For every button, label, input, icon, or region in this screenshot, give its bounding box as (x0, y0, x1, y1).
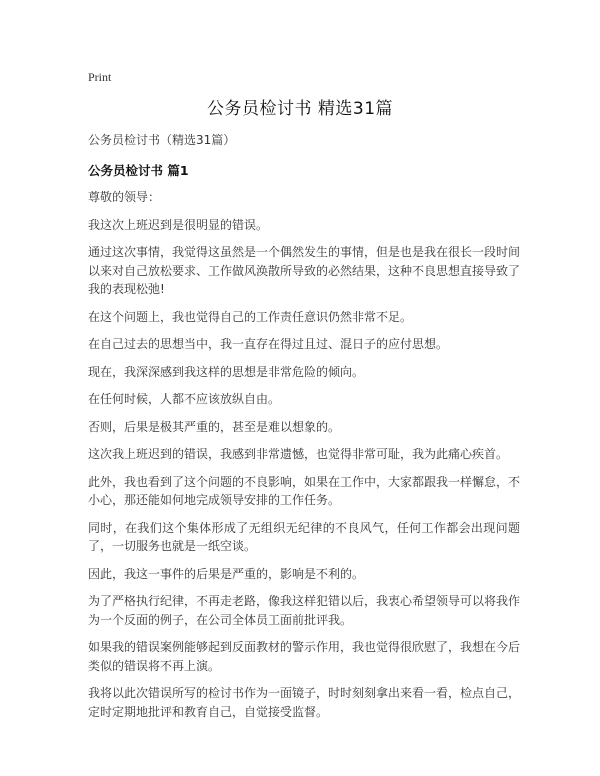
paragraph: 现在，我深深感到我这样的思想是非常危险的倾向。 (88, 364, 365, 379)
paragraph: 否则，后果是极其严重的，甚至是难以想象的。 (88, 419, 341, 434)
print-label: Print (88, 70, 112, 84)
paragraph: 这次我上班迟到的错误，我感到非常遗憾，也觉得非常可耻，我为此痛心疾首。 (88, 447, 509, 461)
paragraph: 为了严格执行纪律，不再走老路，像我这样犯错以后，我衷心希望领导可以将我作为一个反面的例子，在公司全体员工面前批评我。 (88, 594, 521, 627)
paragraph: 此外，我也看到了这个问题的不良影响，如果在工作中，大家都跟我一样懈怠，不小心，那还能如何地完成领导安排的工作任务。 (88, 474, 521, 507)
document-subtitle: 公务员检讨书（精选31篇） (88, 133, 236, 147)
paragraph: 通过这次事情，我觉得这虽然是一个偶然发生的事情，但是也是我在很长一段时间以来对自己放松要求、工作做风涣散所导致的必然结果，这种不良思想直接导致了我的表现松弛! (88, 245, 521, 296)
section-heading: 公务员检讨书 篇1 (88, 163, 189, 178)
paragraph: 在这个问题上，我也觉得自己的工作责任意识仍然非常不足。 (88, 309, 413, 324)
paragraph: 因此，我这一事件的后果是严重的，影响是不利的。 (88, 566, 365, 581)
paragraph: 我将以此次错误所写的检讨书作为一面镜子，时时刻刻拿出来看一看，检点自己，定时定期地批评和教育自己，自觉接受监督。 (88, 686, 521, 719)
document-body (88, 131, 520, 730)
paragraph: 如果我的错误案例能够起到反面教材的警示作用，我也觉得很欣慰了，我想在今后类似的错误将不再上演。 (88, 640, 521, 673)
paragraph: 尊敬的领导： (88, 190, 161, 204)
paragraph: 在自己过去的思想当中，我一直存在得过且过、混日子的应付思想。 (88, 337, 449, 351)
paragraph: 同时，在我们这个集体形成了无组织无纪律的不良风气，任何工作都会出现问题了，一切服务也就是一纸空谈。 (88, 520, 520, 553)
paragraph: 我这次上班迟到是很明显的错误。 (88, 217, 269, 232)
paragraph: 在任何时候，人都不应该放纵自由。 (88, 392, 281, 406)
page-title: 公务员检讨书 精选31篇 (206, 99, 394, 119)
